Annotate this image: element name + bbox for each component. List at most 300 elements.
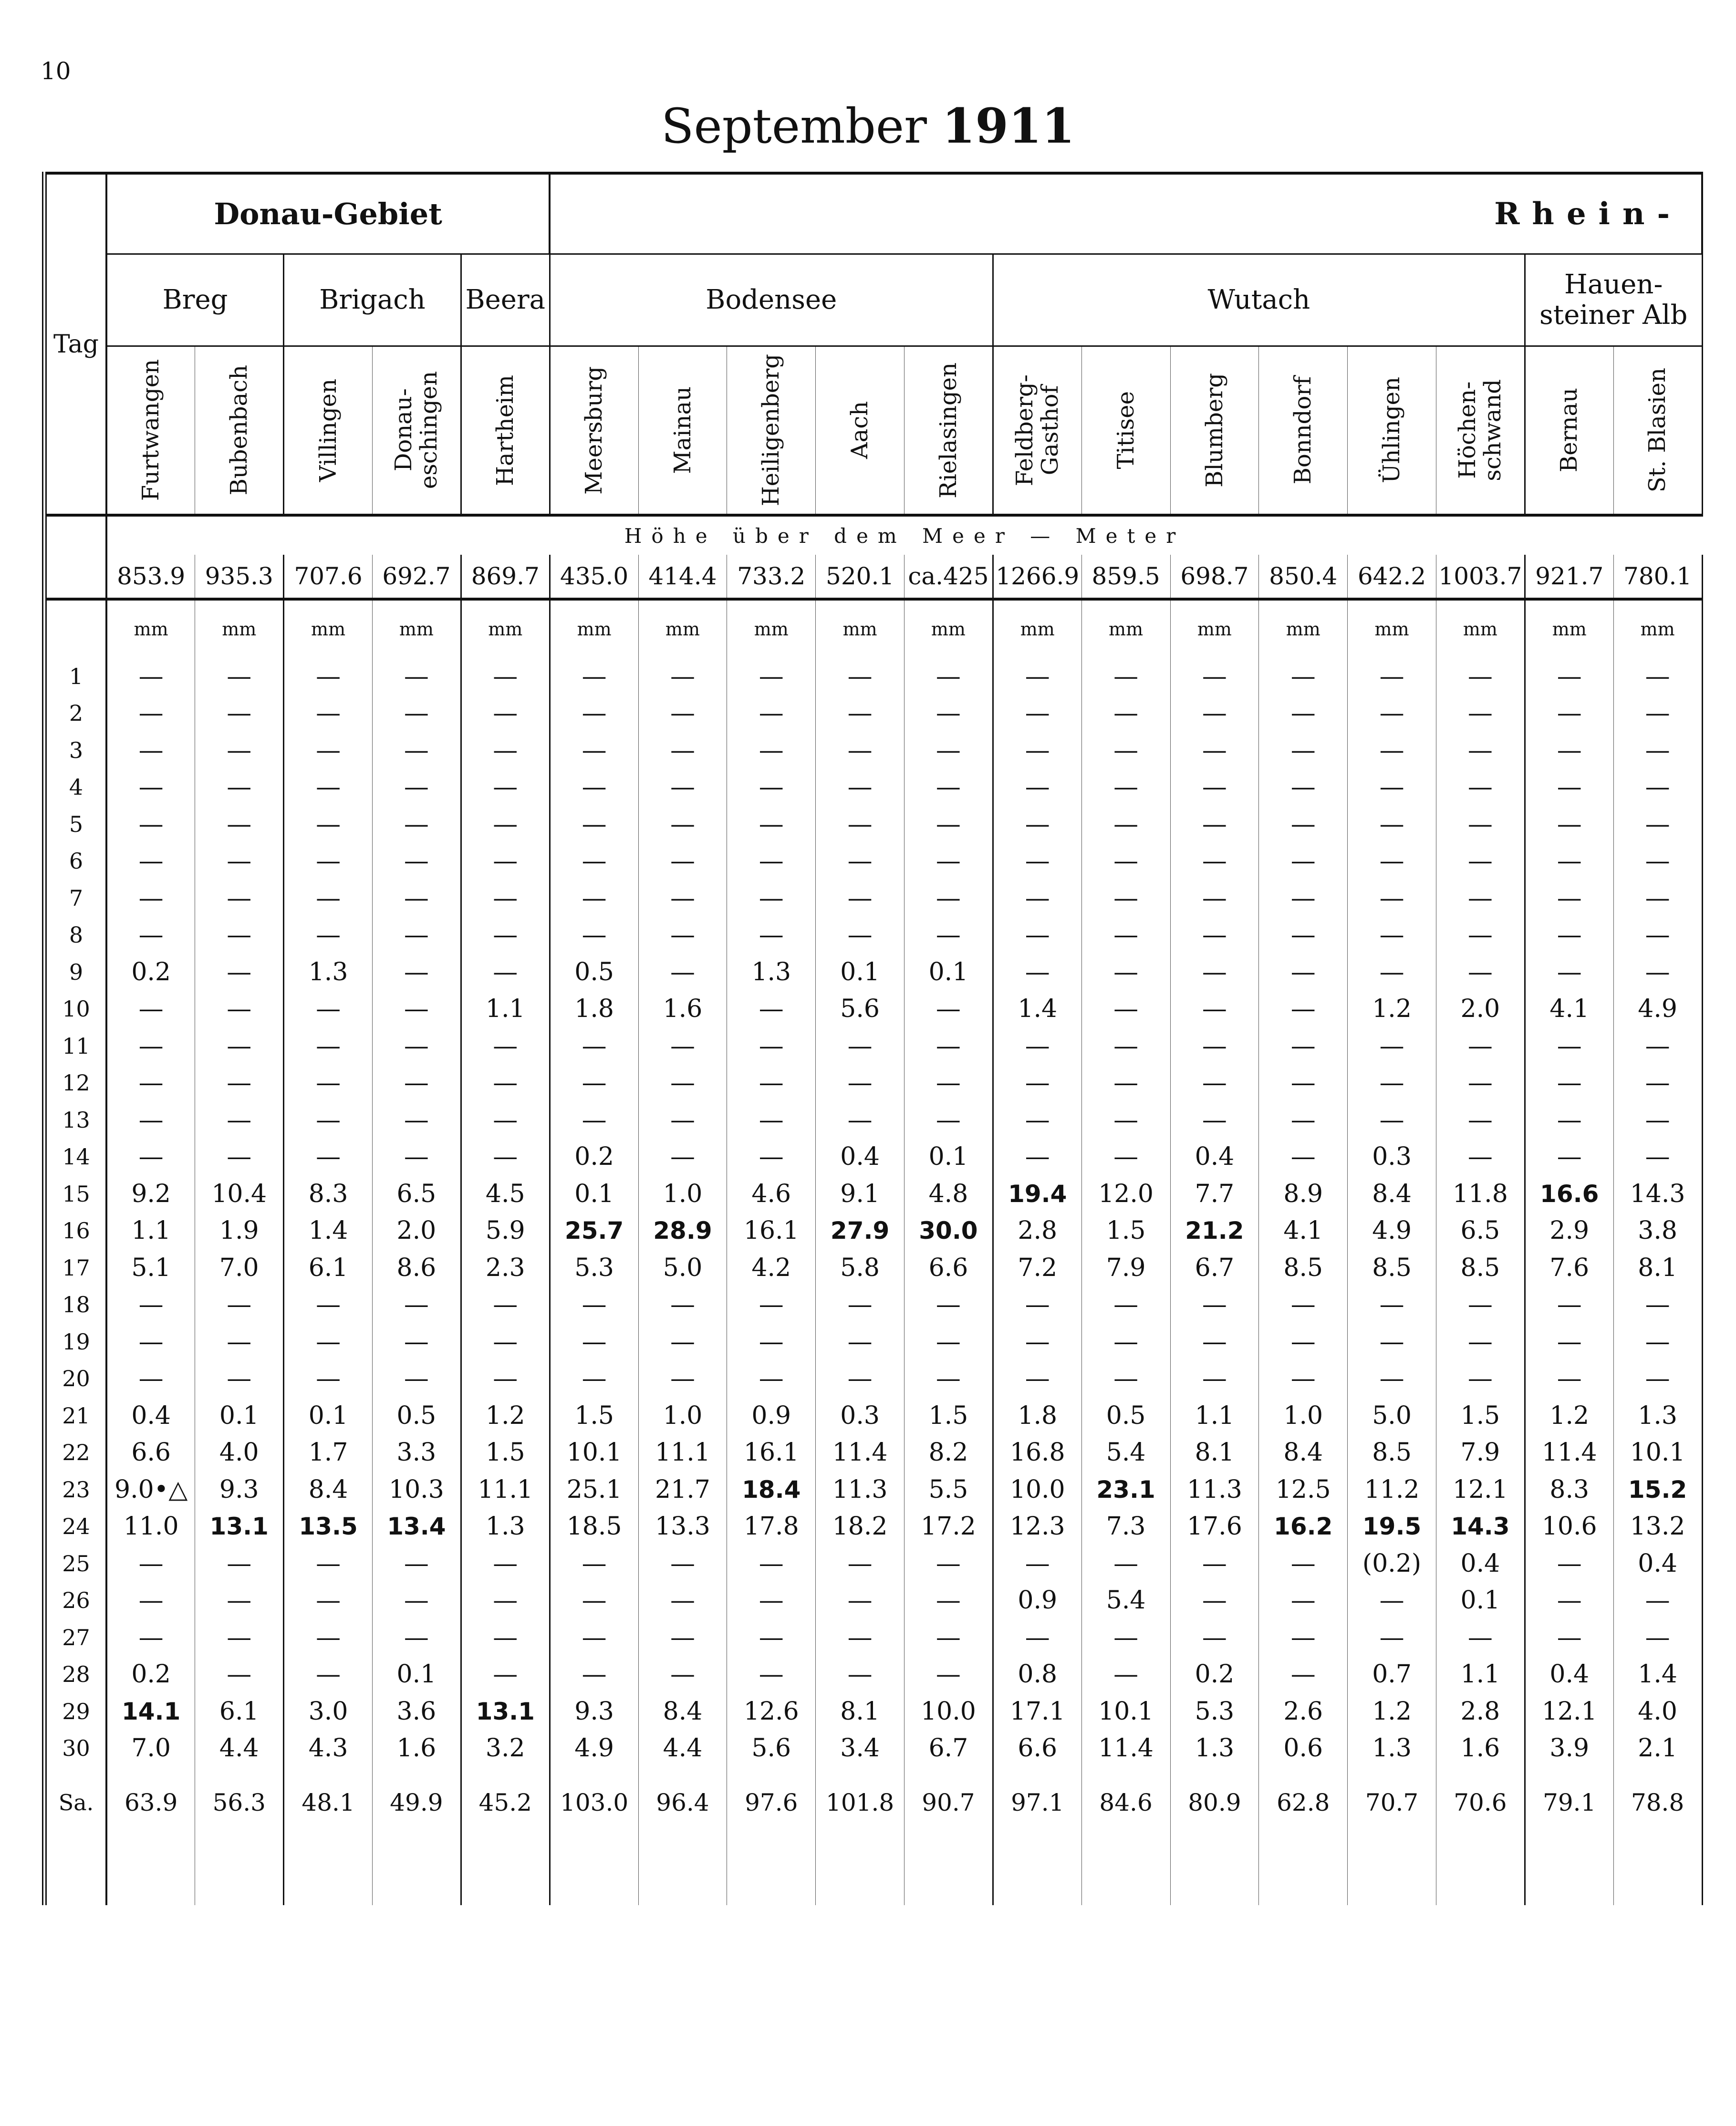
tag-blank <box>44 599 106 658</box>
precip-value: — <box>993 917 1081 954</box>
blank-cell <box>284 1829 373 1905</box>
precip-value: — <box>1081 1619 1170 1656</box>
precip-value: — <box>195 695 284 732</box>
precip-value: — <box>1170 1582 1259 1619</box>
sum-value: 90.7 <box>904 1767 993 1829</box>
day-number: 1 <box>44 658 106 695</box>
precip-value: 1.5 <box>1081 1213 1170 1250</box>
precip-value: — <box>904 1027 993 1065</box>
precip-value: — <box>372 991 461 1028</box>
precip-value: — <box>1613 732 1702 769</box>
precip-value: — <box>1348 695 1436 732</box>
precip-value: 21.2 <box>1170 1213 1259 1250</box>
precip-value: 18.5 <box>550 1508 638 1545</box>
precip-value: 0.1 <box>816 954 904 991</box>
precip-value: 6.5 <box>372 1175 461 1213</box>
precip-value: — <box>195 843 284 880</box>
precip-value: — <box>1348 843 1436 880</box>
precip-value: 2.1 <box>1613 1730 1702 1767</box>
precip-value: — <box>993 732 1081 769</box>
precip-value: — <box>1436 1619 1525 1656</box>
precip-value: 1.8 <box>993 1397 1081 1434</box>
precip-value: — <box>1436 695 1525 732</box>
day-number: 19 <box>44 1323 106 1360</box>
precip-value: — <box>1525 658 1613 695</box>
precip-value: — <box>1613 806 1702 843</box>
precip-value: 4.4 <box>195 1730 284 1767</box>
precip-value: 17.6 <box>1170 1508 1259 1545</box>
precip-value: — <box>1259 1323 1348 1360</box>
blank-cell <box>727 1829 816 1905</box>
tag-header: Tag <box>44 173 106 515</box>
precip-value: 10.1 <box>1081 1693 1170 1730</box>
precip-value: — <box>550 843 638 880</box>
precip-value: 3.4 <box>816 1730 904 1767</box>
table-row <box>44 1434 1702 1472</box>
precip-value: — <box>372 769 461 806</box>
precip-value: — <box>816 917 904 954</box>
precip-value: — <box>638 917 727 954</box>
precip-value: — <box>461 806 550 843</box>
station-elevation: 859.5 <box>1081 555 1170 599</box>
precip-value: — <box>372 806 461 843</box>
blank-cell <box>1348 1829 1436 1905</box>
table-row <box>44 880 1702 917</box>
river-header: Hauen- steiner Alb <box>1525 254 1702 346</box>
precip-value: — <box>1436 1027 1525 1065</box>
table-row <box>44 1656 1702 1693</box>
precip-value: 8.1 <box>816 1693 904 1730</box>
precip-value: — <box>1436 1286 1525 1324</box>
precip-value: — <box>638 658 727 695</box>
station-elevation: 780.1 <box>1613 555 1702 599</box>
precip-value: — <box>816 658 904 695</box>
sum-value: 78.8 <box>1613 1767 1702 1829</box>
day-number: 7 <box>44 880 106 917</box>
precip-value: — <box>550 658 638 695</box>
precip-value: — <box>1348 1286 1436 1324</box>
precip-value: 6.7 <box>1170 1249 1259 1286</box>
river-header: Bodensee <box>550 254 993 346</box>
precip-value: — <box>284 843 373 880</box>
precip-value: — <box>727 732 816 769</box>
precip-value: 0.4 <box>1525 1656 1613 1693</box>
precip-value: — <box>638 1323 727 1360</box>
station-name: Bonndorf <box>1289 376 1317 485</box>
precip-value: 0.9 <box>727 1397 816 1434</box>
precip-value: 6.6 <box>106 1434 195 1472</box>
precip-value: 0.1 <box>904 1139 993 1176</box>
precip-value: — <box>461 1619 550 1656</box>
precip-value: — <box>638 1545 727 1582</box>
precip-value: — <box>1170 732 1259 769</box>
precip-value: 1.3 <box>1613 1397 1702 1434</box>
unit-label: mm <box>993 599 1081 658</box>
precip-value: 5.4 <box>1081 1434 1170 1472</box>
precip-value: 9.2 <box>106 1175 195 1213</box>
precip-value: — <box>1081 917 1170 954</box>
precip-value: 7.9 <box>1436 1434 1525 1472</box>
precip-value: — <box>461 769 550 806</box>
precip-value: — <box>904 917 993 954</box>
precip-value: 1.6 <box>1436 1730 1525 1767</box>
precip-value: — <box>993 1360 1081 1398</box>
station-name: Donau- eschingen <box>390 371 442 489</box>
precip-value: 8.4 <box>1259 1434 1348 1472</box>
station-header <box>1348 346 1436 516</box>
blank-cell <box>1259 1829 1348 1905</box>
precip-value: 0.4 <box>1436 1545 1525 1582</box>
precip-value: 5.8 <box>816 1249 904 1286</box>
station-name: Feldberg- Gasthof <box>1011 374 1063 487</box>
precip-value: — <box>372 1323 461 1360</box>
day-number: 11 <box>44 1027 106 1065</box>
precip-value: — <box>1525 1065 1613 1102</box>
blank-cell <box>106 1829 195 1905</box>
day-number: 2 <box>44 695 106 732</box>
precip-value: 23.1 <box>1081 1471 1170 1508</box>
day-number: 30 <box>44 1730 106 1767</box>
precip-value: — <box>1259 1360 1348 1398</box>
precip-value: — <box>372 732 461 769</box>
precip-value: 18.4 <box>727 1471 816 1508</box>
precip-value: — <box>1348 1619 1436 1656</box>
precip-value: — <box>816 1286 904 1324</box>
basin-header: Rhein- <box>550 173 1702 254</box>
precip-value: — <box>284 658 373 695</box>
precip-value: — <box>1259 1065 1348 1102</box>
precip-value: — <box>195 1582 284 1619</box>
precip-value: 0.6 <box>1259 1730 1348 1767</box>
day-number: 20 <box>44 1360 106 1398</box>
precip-value: 4.4 <box>638 1730 727 1767</box>
precip-value: — <box>1348 658 1436 695</box>
precip-value: 0.1 <box>1436 1582 1525 1619</box>
precip-value: — <box>904 1323 993 1360</box>
precip-value: 13.2 <box>1613 1508 1702 1545</box>
precip-value: 1.6 <box>638 991 727 1028</box>
precip-value: — <box>106 695 195 732</box>
precip-value: 1.7 <box>284 1434 373 1472</box>
unit-label: mm <box>727 599 816 658</box>
precip-value: — <box>1170 991 1259 1028</box>
table-row <box>44 1139 1702 1176</box>
precip-value: — <box>1348 769 1436 806</box>
precip-value: — <box>550 1027 638 1065</box>
precip-value: — <box>372 1027 461 1065</box>
precip-value: — <box>284 806 373 843</box>
precip-value: — <box>106 1545 195 1582</box>
precip-value: — <box>1081 880 1170 917</box>
precip-value: 4.9 <box>1613 991 1702 1028</box>
precip-value: 19.5 <box>1348 1508 1436 1545</box>
day-number: 29 <box>44 1693 106 1730</box>
precip-value: 4.0 <box>195 1434 284 1472</box>
precip-value: — <box>904 1101 993 1139</box>
sum-value: 101.8 <box>816 1767 904 1829</box>
precip-value: — <box>284 1619 373 1656</box>
station-elevation: 853.9 <box>106 555 195 599</box>
sum-value: 84.6 <box>1081 1767 1170 1829</box>
precip-value: — <box>1525 880 1613 917</box>
precip-value: — <box>1259 880 1348 917</box>
precip-value: 3.3 <box>372 1434 461 1472</box>
precip-value: — <box>195 1619 284 1656</box>
precip-value: 10.1 <box>550 1434 638 1472</box>
day-number: 23 <box>44 1471 106 1508</box>
precip-value: — <box>461 1139 550 1176</box>
precip-value: — <box>638 695 727 732</box>
precip-value: 0.2 <box>106 1656 195 1693</box>
station-header <box>1170 346 1259 516</box>
station-header <box>1081 346 1170 516</box>
precip-value: — <box>1613 1323 1702 1360</box>
precip-value: — <box>993 658 1081 695</box>
precip-value: — <box>1436 806 1525 843</box>
precip-value: 0.2 <box>106 954 195 991</box>
station-header <box>816 346 904 516</box>
station-name: Aach <box>846 401 873 459</box>
precip-value: — <box>284 1323 373 1360</box>
station-header <box>461 346 550 516</box>
precip-value: — <box>993 695 1081 732</box>
precip-value: 12.5 <box>1259 1471 1348 1508</box>
precip-value: — <box>904 843 993 880</box>
precip-value: 1.8 <box>550 991 638 1028</box>
precip-value: — <box>106 1582 195 1619</box>
precip-value: — <box>1081 1101 1170 1139</box>
precip-value: — <box>550 732 638 769</box>
precip-value: — <box>1348 1360 1436 1398</box>
day-number: 27 <box>44 1619 106 1656</box>
precip-value: 8.4 <box>638 1693 727 1730</box>
precip-value: 1.3 <box>1170 1730 1259 1767</box>
precip-value: — <box>284 991 373 1028</box>
river-header: Breg <box>106 254 284 346</box>
unit-label: mm <box>106 599 195 658</box>
precip-value: 1.0 <box>1259 1397 1348 1434</box>
precip-value: — <box>904 1286 993 1324</box>
precip-value: — <box>816 1360 904 1398</box>
precip-value: — <box>1259 1656 1348 1693</box>
precip-value: — <box>550 1101 638 1139</box>
precip-value: — <box>816 1027 904 1065</box>
precip-value: — <box>993 806 1081 843</box>
unit-label: mm <box>638 599 727 658</box>
precip-value: — <box>550 917 638 954</box>
precip-value: — <box>1081 732 1170 769</box>
precip-value: 7.9 <box>1081 1249 1170 1286</box>
precip-value: — <box>1348 1101 1436 1139</box>
precip-value: 3.9 <box>1525 1730 1613 1767</box>
precip-value: — <box>195 954 284 991</box>
precip-value: 0.7 <box>1348 1656 1436 1693</box>
precip-value: — <box>550 1360 638 1398</box>
precip-value: — <box>816 880 904 917</box>
precip-value: — <box>816 1619 904 1656</box>
station-elevation: 414.4 <box>638 555 727 599</box>
precip-value: — <box>1081 806 1170 843</box>
day-number: 8 <box>44 917 106 954</box>
precip-value: — <box>993 769 1081 806</box>
precip-value: — <box>1259 1139 1348 1176</box>
precip-value: — <box>904 1545 993 1582</box>
precip-value: — <box>195 1656 284 1693</box>
station-header <box>904 346 993 516</box>
precip-value: — <box>1259 1027 1348 1065</box>
precip-value: — <box>638 769 727 806</box>
table-row <box>44 1582 1702 1619</box>
precip-value: 6.1 <box>284 1249 373 1286</box>
precip-value: 1.4 <box>993 991 1081 1028</box>
precip-value: (0.2) <box>1348 1545 1436 1582</box>
precip-value: — <box>993 880 1081 917</box>
unit-label: mm <box>195 599 284 658</box>
precip-value: 2.0 <box>372 1213 461 1250</box>
precip-value: — <box>816 769 904 806</box>
precip-value: — <box>993 1065 1081 1102</box>
precip-value: — <box>284 880 373 917</box>
sum-value: 79.1 <box>1525 1767 1613 1829</box>
station-elevation: 520.1 <box>816 555 904 599</box>
precip-value: 1.2 <box>461 1397 550 1434</box>
table-row <box>44 1508 1702 1545</box>
precip-value: — <box>106 917 195 954</box>
precip-value: 9.3 <box>550 1693 638 1730</box>
day-number: 12 <box>44 1065 106 1102</box>
precip-value: — <box>1348 806 1436 843</box>
precip-value: — <box>1436 769 1525 806</box>
precip-value: — <box>1613 1065 1702 1102</box>
table-row <box>44 1213 1702 1250</box>
precip-value: 1.1 <box>461 991 550 1028</box>
table-row <box>44 658 1702 695</box>
sum-value: 96.4 <box>638 1767 727 1829</box>
precip-value: 4.5 <box>461 1175 550 1213</box>
precip-value: 3.8 <box>1613 1213 1702 1250</box>
precip-value: — <box>727 1619 816 1656</box>
precip-value: — <box>638 880 727 917</box>
precip-value: 14.1 <box>106 1693 195 1730</box>
precip-value: — <box>461 1101 550 1139</box>
precip-value: 7.0 <box>195 1249 284 1286</box>
precip-value: 14.3 <box>1613 1175 1702 1213</box>
station-name: Hartheim <box>491 374 519 486</box>
precip-value: — <box>1170 843 1259 880</box>
precip-value: — <box>1259 954 1348 991</box>
table-row <box>44 806 1702 843</box>
precip-value: — <box>1525 732 1613 769</box>
header-row-stations <box>44 346 1702 516</box>
precip-value: 7.2 <box>993 1249 1081 1286</box>
table-row <box>44 1323 1702 1360</box>
table-row <box>44 732 1702 769</box>
unit-label: mm <box>1525 599 1613 658</box>
precip-value: 1.0 <box>638 1175 727 1213</box>
header-row-elevations <box>44 555 1702 599</box>
precip-value: — <box>1613 917 1702 954</box>
precip-value: — <box>1348 1065 1436 1102</box>
precip-value: 16.1 <box>727 1213 816 1250</box>
precip-value: — <box>284 1582 373 1619</box>
precip-value: — <box>993 1139 1081 1176</box>
station-elevation: 1266.9 <box>993 555 1081 599</box>
sum-label: Sa. <box>44 1767 106 1829</box>
station-elevation: 692.7 <box>372 555 461 599</box>
precip-value: — <box>195 1286 284 1324</box>
precip-value: — <box>106 1323 195 1360</box>
unit-label: mm <box>284 599 373 658</box>
precip-value: — <box>727 1360 816 1398</box>
precip-value: 11.0 <box>106 1508 195 1545</box>
precip-value: — <box>1613 880 1702 917</box>
precip-value: — <box>1348 1027 1436 1065</box>
precip-value: 0.2 <box>550 1139 638 1176</box>
precip-value: — <box>1525 1139 1613 1176</box>
table-row <box>44 1545 1702 1582</box>
precip-value: — <box>993 1027 1081 1065</box>
precip-value: — <box>1613 1101 1702 1139</box>
precip-value: — <box>461 658 550 695</box>
precip-value: — <box>284 1101 373 1139</box>
station-name: Heiligenberg <box>758 354 785 507</box>
precip-value: — <box>1613 658 1702 695</box>
precip-value: 8.3 <box>284 1175 373 1213</box>
precip-value: — <box>1170 917 1259 954</box>
precip-value: 8.5 <box>1348 1249 1436 1286</box>
precip-value: — <box>993 1619 1081 1656</box>
precip-value: — <box>993 1545 1081 1582</box>
precip-value: — <box>1436 1360 1525 1398</box>
precip-value: 1.2 <box>1348 991 1436 1028</box>
precip-value: — <box>1081 1139 1170 1176</box>
blank-cell <box>195 1829 284 1905</box>
day-number: 14 <box>44 1139 106 1176</box>
sum-value: 70.6 <box>1436 1767 1525 1829</box>
precip-value: 3.0 <box>284 1693 373 1730</box>
precip-value: — <box>1170 1323 1259 1360</box>
precip-value: — <box>1081 843 1170 880</box>
blank-cell <box>638 1829 727 1905</box>
precip-value: 11.1 <box>461 1471 550 1508</box>
table-row <box>44 1101 1702 1139</box>
station-name: Titisee <box>1112 391 1139 469</box>
precip-value: — <box>1259 1545 1348 1582</box>
elevation-label: Höhe über dem Meer — Meter <box>106 515 1702 555</box>
precip-value: 4.3 <box>284 1730 373 1767</box>
unit-label: mm <box>1348 599 1436 658</box>
sum-value: 80.9 <box>1170 1767 1259 1829</box>
precip-value: — <box>1259 843 1348 880</box>
precip-value: — <box>1170 1619 1259 1656</box>
precip-value: 21.7 <box>638 1471 727 1508</box>
blank-cell <box>993 1829 1081 1905</box>
precip-value: 14.3 <box>1436 1508 1525 1545</box>
precip-value: 6.1 <box>195 1693 284 1730</box>
station-name: St. Blasien <box>1644 368 1671 493</box>
precip-value: — <box>1259 806 1348 843</box>
precip-value: 10.4 <box>195 1175 284 1213</box>
precip-value: — <box>904 732 993 769</box>
station-name: Meersburg <box>581 366 608 495</box>
table-row <box>44 1027 1702 1065</box>
precip-value: 7.3 <box>1081 1508 1170 1545</box>
precip-value: 5.3 <box>1170 1693 1259 1730</box>
station-name: Furtwangen <box>137 359 165 501</box>
precip-value: — <box>1348 917 1436 954</box>
station-elevation: 1003.7 <box>1436 555 1525 599</box>
precip-value: — <box>993 843 1081 880</box>
